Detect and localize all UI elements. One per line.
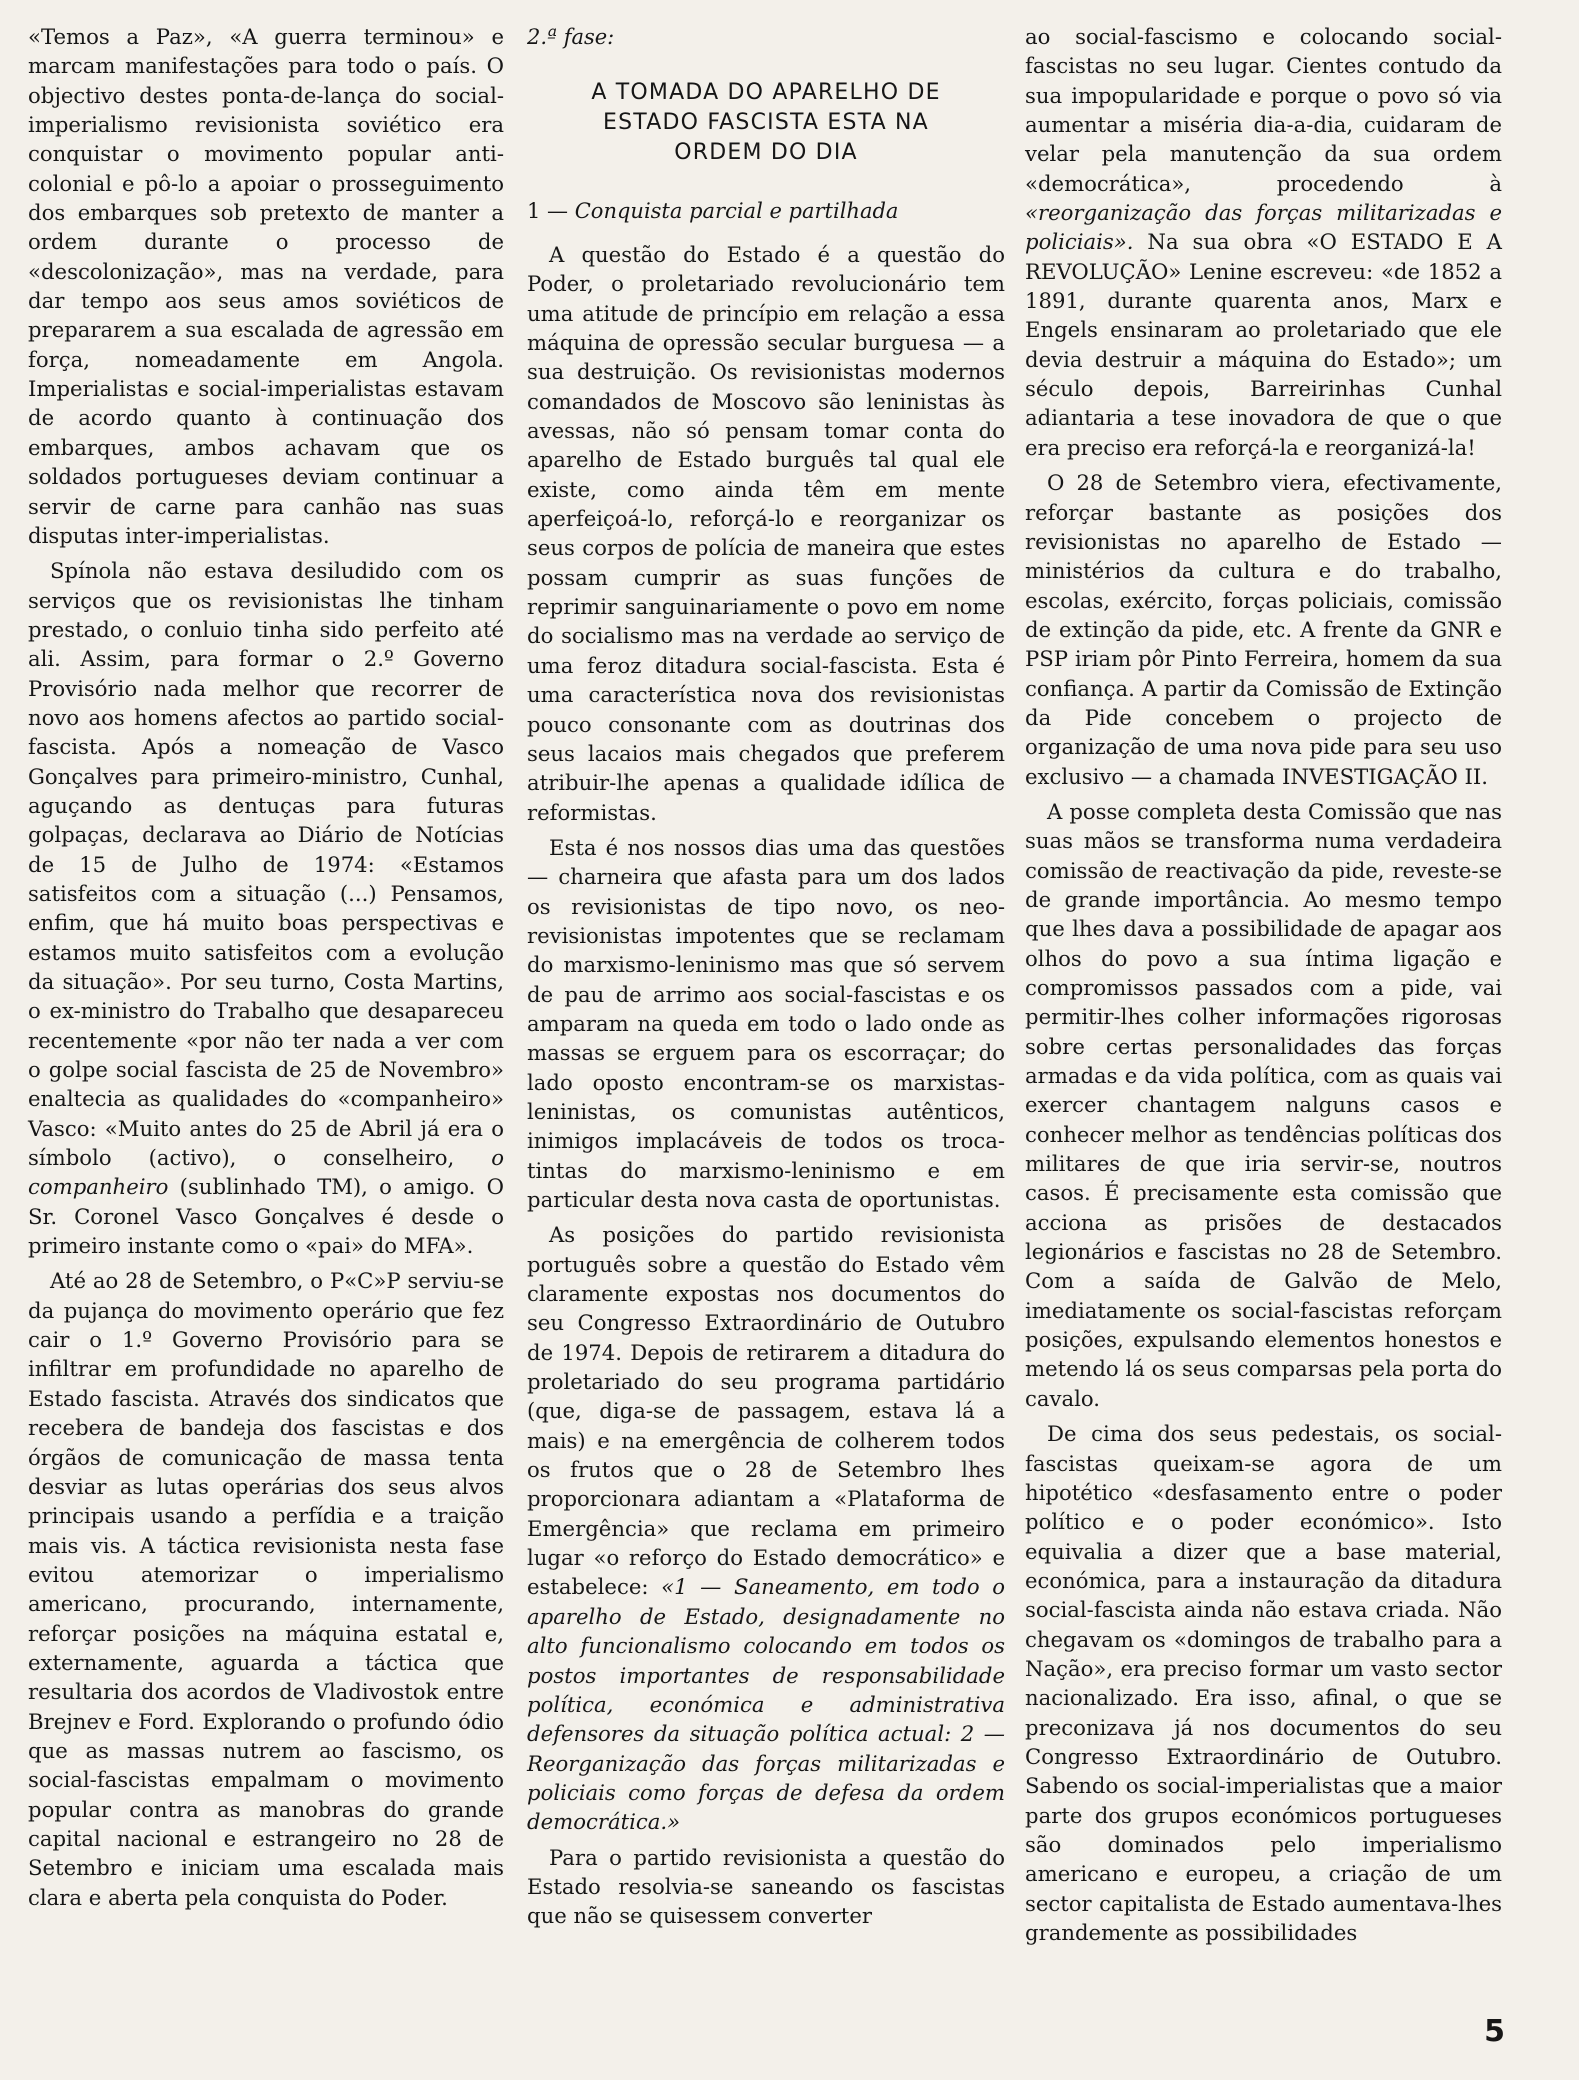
paragraph: «Temos a Paz», «A guerra terminou» e marcam manifestações para todo o país. O objectivo destes ponta-de-lança do social-imperialismo revisionista soviético era conquistar o movimento popular anti-colonial e pô-lo a apoiar o prosseguimento dos embarques sob pretexto de manter a ordem durante o processo de «descolonização», mas na verdade, para dar tempo aos seus amos soviéticos de prepararem a sua escalada de agressão em força, nomeadamente em Angola. Imperialistas e social-imperialistas estavam de acordo quanto à continuação dos embarques, ambos achavam que os soldados portugueses deviam continuar a servir de carne para canhão nas suas disputas inter-imperialistas. (28, 24, 504, 548)
text-run: (sublinhado TM), o amigo. O Sr. Coronel Vasco Gonçalves é desde o primeiro instante como o «pai» do MFA». (28, 1174, 504, 1259)
text-column-middle (527, 22, 1005, 1937)
paragraph (28, 556, 504, 1260)
paragraph: Esta é nos nossos dias uma das questões — charneira que afasta para um dos lados os revisionistas de tipo novo, os neo-revisionistas impotentes que se reclamam do marxismo-leninismo mas que só servem de pau de arrimo aos social-fascistas e os amparam na queda em todo o lado onde as massas se erguem para os escorraçar; do lado oposto encontram-se os marxistas-leninistas, os comunistas autênticos, inimigos implacáveis de todos os troca-tintas do marxismo-leninismo e em particular desta nova casta de oportunistas. (527, 834, 1005, 1212)
subsection-heading (527, 196, 1005, 226)
paragraph: O 28 de Setembro viera, efectivamente, reforçar bastante as posições dos revisionistas no aparelho de Estado — ministérios da cultura e do trabalho, escolas, exército, forças policiais, comissão de extinção da pide, etc. A frente da GNR e PSP iriam pôr Pinto Ferreira, homem da sua confiança. A partir da Comissão de Extinção da Pide concebem o projecto de organização de uma nova pide para seu uso exclusivo — a chamada INVESTIGAÇÃO II. (1025, 470, 1502, 789)
paragraph (527, 1220, 1005, 1836)
paragraph (1025, 22, 1502, 462)
paragraph: De cima dos seus pedestais, os social-fascistas queixam-se agora de um hipotético «desfasamento entre o poder político e o poder económico». Isto equivalia a dizer que a base material, económica, para a instauração da ditadura social-fascista ainda não estava criada. Não chegavam os «domingos de trabalho para a Nação», era preciso formar um vasto sector nacionalizado. Era isso, afinal, o que se preconizava já nos documentos do seu Congresso Extraordinário de Outubro. Sabendo os social-imperialistas que a maior parte dos grupos económicos portugueses são dominados pelo imperialismo americano e europeu, a criação de um sector capitalista de Estado aumentava-lhes grandemente as possibilidades (1025, 1421, 1502, 1945)
paragraph: A questão do Estado é a questão do Poder, o proletariado revolucionário tem uma atitude de princípio em relação a essa máquina de opressão secular burguesa — a sua destruição. Os revisionistas modernos comandados de Moscovo são leninistas às avessas, não só pensam tomar conta do aparelho de Estado burguês tal qual ele existe, como ainda têm em mente aperfeiçoá-lo, reforçá-lo e reorganizar os seus corpos de polícia de maneira que estes possam cumprir as suas funções de reprimir sanguinariamente o povo em nome do socialismo mas na verdade ao serviço de uma feroz ditadura social-fascista. Esta é uma característica nova dos revisionistas pouco consonante com as doutrinas dos seus lacaios mais chegados que preferem atribuir-lhe apenas a qualidade idílica de reformistas. (527, 242, 1005, 825)
text-run: As posições do partido revisionista português sobre a questão do Estado vêm claramente expostas nos documentos do seu Congresso Extraordinário de Outubro de 1974. Depois de retirarem a ditadura do proletariado do seu programa partidário (que, diga-se de passagem, estava lá a mais) e na emergência de colherem todos os frutos que o 28 de Setembro lhes proporcionara adiantam a «Plataforma de Emergência» que reclama em primeiro lugar «o reforço do Estado democrático» e estabelece: (527, 1222, 1005, 1600)
page-number: 5 (1484, 2014, 1505, 2049)
quoted-platform: «1 — Saneamento, em todo o aparelho de Estado, designadamente no alto funcionalismo colocando em todos os postos importantes de responsabilidade política, económica e administrativa defensores da situação política actual: 2 — Reorganização das forças militarizadas e policiais como forças de defesa da ordem democrática.» (527, 1574, 1005, 1835)
section-heading: A TOMADA DO APARELHO DE ESTADO FASCISTA ESTA NA ORDEM DO DIA (591, 80, 941, 165)
paragraph: Para o partido revisionista a questão do Estado resolvia-se saneando os fascistas que não se quisessem converter (527, 1844, 1005, 1929)
subsection-number: 1 — (527, 199, 569, 223)
subsection-title: Conquista parcial e partilhada (574, 199, 899, 223)
section-label: 2.ª fase: (527, 25, 615, 49)
text-run: Na sua obra «O ESTADO E A REVOLUÇÃO» Lenine escreveu: «de 1852 a 1891, durante quarenta anos, Marx e Engels ensinaram ao proletariado que ele devia destruir a máquina do Estado»; um século depois, Barreirinhas Cunhal adiantaria a tese inovadora de que o que era preciso era reforçá-la e reorganizá-la! (1025, 229, 1502, 460)
text-run: Spínola não estava desiludido com os serviços que os revisionistas lhe tinham prestado, o conluio tinha sido perfeito até ali. Assim, para formar o 2.º Governo Provisório nada melhor que recorrer de novo aos homens afectos ao partido social-fascista. Após a nomeação de Vasco Gonçalves para primeiro-ministro, Cunhal, aguçando as dentuças para futuras golpaças, declarava ao Diário de Notícias de 15 de Julho de 1974: «Estamos satisfeitos com a situação (...) Pensamos, enfim, que há muito boas perspectivas e estamos muito satisfeitos com a evolução da situação». Por seu turno, Costa Martins, o ex-ministro do Trabalho que desapareceu recentemente «por não ter nada a ver com o golpe social fascista de 25 de Novembro» enaltecia as qualidades do «companheiro» Vasco: «Muito antes do 25 de Abril já era o símbolo (activo), o conselheiro, (28, 558, 504, 1171)
text-column-right (1025, 22, 1502, 1953)
paragraph: Até ao 28 de Setembro, o P«C»P serviu-se da pujança do movimento operário que fez cair o 1.º Governo Provisório para se infiltrar em profundidade no aparelho de Estado fascista. Através dos sindicatos que recebera de bandeja dos fascistas e dos órgãos de comunicação de massa tenta desviar as lutas operárias dos seus alvos principais usando a perfídia e a traição mais vis. A táctica revisionista nesta fase evitou atemorizar o imperialismo americano, procurando, internamente, reforçar posições na máquina estatal e, externamente, aguarda a táctica que resultaria dos acordos de Vladivostok entre Brejnev e Ford. Explorando o profundo ódio que as massas nutrem ao fascismo, os social-fascistas empalmam o movimento popular contra as manobras do grande capital nacional e estrangeiro no 28 de Setembro e iniciam uma escalada mais clara e aberta pela conquista do Poder. (28, 1268, 504, 1910)
paragraph: A posse completa desta Comissão que nas suas mãos se transforma numa verdadeira comissão de reactivação da pide, reveste-se de grande importância. Ao mesmo tempo que lhes dava a possibilidade de apagar aos olhos do povo a sua íntima ligação e compromissos passados com a pide, vai permitir-lhes colher informações rigorosas sobre certas personalidades das forças armadas e da vida política, com as quais vai exercer chantagem nalguns casos e conhecer melhor as tendências políticas dos militares de que iria servir-se, noutros casos. É precisamente esta comissão que acciona as prisões de destacados legionários e fascistas no 28 de Setembro. Com a saída de Galvão de Melo, imediatamente os social-fascistas reforçam posições, expulsando elementos honestos e metendo lá os seus comparsas pela porta do cavalo. (1025, 798, 1502, 1411)
italic-text: o companheiro (28, 1145, 504, 1200)
text-run: ao social-fascismo e colocando social-fascistas no seu lugar. Cientes contudo da sua impopularidade e porque o povo só via aumentar a miséria dia-a-dia, cuidaram de velar pela manutenção da sua ordem «democrática», procedendo à (1025, 24, 1502, 196)
italic-text: «reorganização das forças militarizadas e policiais». (1025, 200, 1502, 255)
text-column-left (28, 22, 504, 1918)
